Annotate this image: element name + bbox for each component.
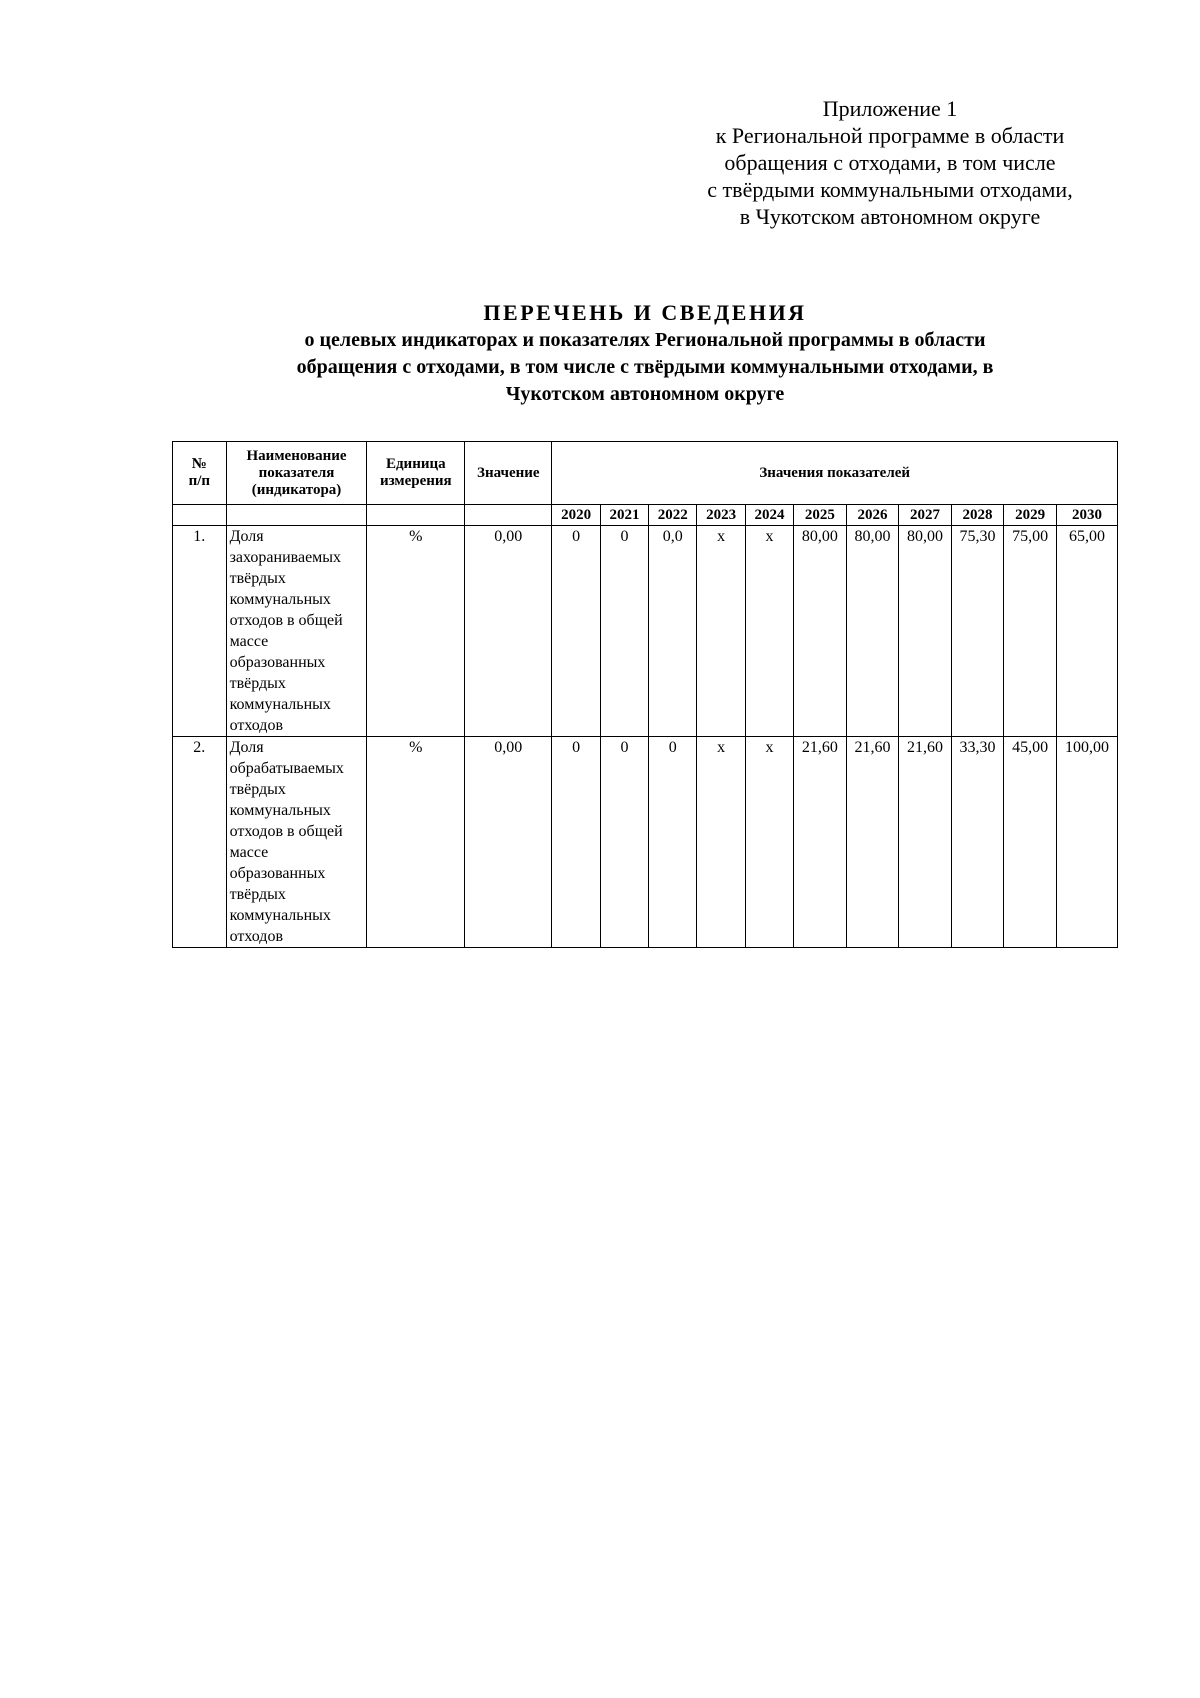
header-num [173, 442, 227, 505]
header-name-line: показателя [258, 464, 335, 481]
row-indicator-name [226, 526, 367, 737]
header-name-line: (индикатора) [251, 481, 342, 498]
row-num: 2. [173, 737, 227, 948]
year-header: 2028 [951, 505, 1004, 526]
header-indicator-name [226, 442, 367, 505]
year-header: 2030 [1056, 505, 1117, 526]
row-year-value: х [697, 737, 745, 948]
title-sub-line: о целевых индикаторах и показателях Региональной программы в области [304, 329, 986, 351]
name-line: коммунальных [229, 696, 331, 713]
table-years-row [173, 505, 1118, 526]
row-year-value: 21,60 [846, 737, 899, 948]
header-unit [367, 442, 465, 505]
row-year-value: 0,0 [649, 526, 697, 737]
name-line: массе [229, 844, 269, 861]
row-year-value: 100,00 [1056, 737, 1117, 948]
row-year-value: х [745, 526, 793, 737]
year-header: 2029 [1004, 505, 1057, 526]
row-year-value: 0 [552, 737, 600, 948]
title-subtitle [150, 327, 1140, 408]
row-value: 0,00 [465, 737, 552, 948]
name-line: твёрдых [229, 675, 286, 692]
table-row [173, 737, 1118, 948]
name-line: коммунальных [229, 802, 331, 819]
row-year-value: 80,00 [899, 526, 952, 737]
year-header: 2021 [600, 505, 648, 526]
title-main: ПЕРЕЧЕНЬ И СВЕДЕНИЯ [483, 300, 807, 325]
name-line: обрабатываемых [229, 760, 344, 777]
year-header: 2022 [649, 505, 697, 526]
name-line: коммунальных [229, 907, 331, 924]
years-row-empty-cell [226, 505, 367, 526]
row-year-value: 80,00 [846, 526, 899, 737]
header-value: Значение [465, 442, 552, 505]
name-line: образованных [229, 654, 326, 671]
row-year-value: х [745, 737, 793, 948]
row-year-value: 0 [552, 526, 600, 737]
row-year-value: 80,00 [794, 526, 847, 737]
years-row-empty-cell [465, 505, 552, 526]
name-line: твёрдых [229, 781, 286, 798]
row-year-value: 0 [649, 737, 697, 948]
year-header: 2027 [899, 505, 952, 526]
header-unit-line: Единица [385, 456, 446, 472]
header-num-line: № [191, 456, 207, 472]
name-line: коммунальных [229, 591, 331, 608]
title-sub-line: Чукотском автономном округе [505, 383, 785, 405]
years-row-empty-cell [173, 505, 227, 526]
year-header: 2024 [745, 505, 793, 526]
table-row [173, 526, 1118, 737]
row-year-value: х [697, 526, 745, 737]
row-num: 1. [173, 526, 227, 737]
row-year-value: 65,00 [1056, 526, 1117, 737]
name-line: отходов [229, 717, 283, 734]
appendix-line: в Чукотском автономном округе [739, 204, 1041, 229]
row-unit: % [367, 526, 465, 737]
appendix-block [640, 95, 1140, 230]
year-header: 2020 [552, 505, 600, 526]
header-name-line: Наименование [246, 447, 347, 464]
name-line: массе [229, 633, 269, 650]
year-header: 2025 [794, 505, 847, 526]
row-year-value: 33,30 [951, 737, 1004, 948]
name-line: образованных [229, 865, 326, 882]
row-value: 0,00 [465, 526, 552, 737]
appendix-line: с твёрдыми коммунальными отходами, [707, 177, 1073, 202]
row-year-value: 75,30 [951, 526, 1004, 737]
header-unit-line: измерения [379, 473, 452, 489]
row-year-value: 45,00 [1004, 737, 1057, 948]
name-line: отходов в общей [229, 823, 343, 840]
row-indicator-name [226, 737, 367, 948]
row-year-value: 0 [600, 737, 648, 948]
document-title [150, 298, 1140, 408]
header-num-line: п/п [188, 473, 211, 489]
appendix-line: Приложение 1 [822, 96, 958, 121]
row-year-value: 21,60 [899, 737, 952, 948]
row-year-value: 0 [600, 526, 648, 737]
name-line: отходов [229, 928, 283, 945]
table-header-row [173, 442, 1118, 505]
indicators-table [172, 441, 1118, 948]
header-values-group: Значения показателей [552, 442, 1118, 505]
name-line: Доля [229, 528, 264, 545]
row-year-value: 75,00 [1004, 526, 1057, 737]
year-header: 2026 [846, 505, 899, 526]
years-row-empty-cell [367, 505, 465, 526]
title-sub-line: обращения с отходами, в том числе с твёрдыми коммунальными отходами, в [296, 356, 994, 378]
name-line: отходов в общей [229, 612, 343, 629]
appendix-line: к Региональной программе в области [715, 123, 1065, 148]
name-line: твёрдых [229, 570, 286, 587]
name-line: твёрдых [229, 886, 286, 903]
name-line: захораниваемых [229, 549, 342, 566]
row-year-value: 21,60 [794, 737, 847, 948]
name-line: Доля [229, 739, 264, 756]
appendix-line: обращения с отходами, в том числе [724, 150, 1056, 175]
row-unit: % [367, 737, 465, 948]
year-header: 2023 [697, 505, 745, 526]
